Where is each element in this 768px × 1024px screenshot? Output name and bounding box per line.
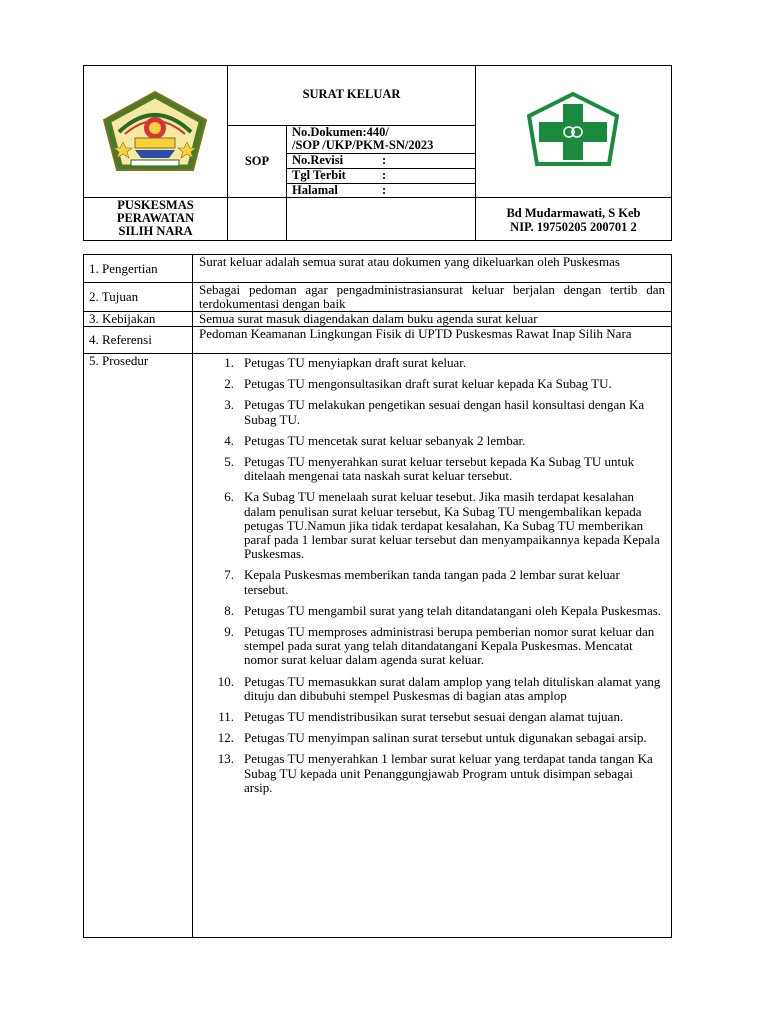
page-label: Halamal	[292, 183, 338, 197]
procedure-step-number: 11.	[218, 709, 234, 725]
tujuan-label: 2. Tujuan	[89, 289, 139, 304]
procedure-step	[192, 625, 664, 668]
procedure-list	[192, 356, 664, 802]
procedure-step-text: Petugas TU menyiapkan draft surat keluar.	[244, 355, 467, 370]
revision-colon: :	[382, 153, 387, 167]
issue-date-label: Tgl Terbit	[292, 168, 346, 182]
procedure-step	[192, 710, 664, 724]
signer-name: Bd Mudarmawati, S Keb	[506, 206, 641, 220]
doc-number-value: /SOP /UKP/PKM-SN/2023	[292, 138, 434, 152]
issue-date-colon: :	[382, 168, 387, 182]
procedure-step-number: 12.	[217, 730, 234, 746]
signer-nip: NIP. 19750205 200701 2	[510, 220, 637, 234]
procedure-step-text: Petugas TU memproses administrasi berupa pemberian nomor surat keluar dan stempel pada surat yang telah ditandatangani Kepala Puskesmas. Mencatat nomor surat keluar dalam agenda surat keluar.	[244, 624, 655, 668]
procedure-step	[192, 356, 664, 370]
procedure-step	[192, 377, 664, 391]
signer-block	[476, 206, 671, 234]
procedure-step	[192, 675, 664, 703]
pengertian-label: 1. Pengertian	[89, 261, 158, 276]
institution-line3: SILIH NARA	[118, 224, 193, 238]
procedure-step-text: Petugas TU mendistribusikan surat tersebut sesuai dengan alamat tujuan.	[244, 709, 624, 725]
procedure-step-text: Petugas TU menyimpan salinan surat tersebut untuk digunakan sebagai arsip.	[244, 730, 647, 746]
procedure-step-text: Petugas TU menyerahkan 1 lembar surat keluar yang terdapat tanda tangan Ka Subag TU kepada unit Penanggungjawab Program untuk disimpan sebagai arsip.	[244, 751, 653, 795]
procedure-step-text: Petugas TU mencetak surat keluar sebanyak 2 lembar.	[244, 432, 526, 448]
sop-label: SOP	[244, 154, 270, 168]
referensi-label: 4. Referensi	[89, 332, 152, 347]
prosedur-label: 5. Prosedur	[89, 353, 149, 368]
kebijakan-label: 3. Kebijakan	[89, 311, 156, 326]
procedure-step	[192, 398, 664, 426]
procedure-step	[192, 490, 664, 561]
procedure-step	[192, 604, 664, 618]
document-title: SURAT KELUAR	[302, 87, 401, 101]
procedure-step-number: 5.	[224, 454, 234, 470]
procedure-step-text: Kepala Puskesmas memberikan tanda tangan pada 2 lembar surat keluar tersebut.	[244, 567, 620, 597]
procedure-step	[192, 455, 664, 483]
institution-name	[84, 199, 227, 238]
procedure-step-text: Petugas TU mengambil surat yang telah ditandatangani oleh Kepala Puskesmas.	[244, 602, 662, 618]
pengertian-text: Surat keluar adalah semua surat atau dokumen yang dikeluarkan oleh Puskesmas	[199, 254, 620, 269]
institution-line2: PERAWATAN	[116, 211, 195, 225]
procedure-step-number: 13.	[217, 751, 234, 767]
procedure-step-number: 2.	[224, 376, 234, 392]
doc-number-label: No.Dokumen:440/	[292, 125, 389, 139]
procedure-step-text: Petugas TU melakukan pengetikan sesuai dengan hasil konsultasi dengan Ka Subag TU.	[244, 397, 645, 427]
procedure-step-text: Petugas TU menyerahkan surat keluar tersebut kepada Ka Subag TU untuk ditelaah mengenai tata naskah surat keluar tersebut.	[244, 454, 635, 484]
procedure-step-number: 3.	[224, 397, 234, 413]
procedure-step-text: Petugas TU memasukkan surat dalam amplop yang telah dituliskan alamat yang dituju dan dibubuhi stempel Puskesmas di bagian atas amplop	[244, 673, 661, 703]
referensi-text: Pedoman Keamanan Lingkungan Fisik di UPTD Puskesmas Rawat Inap Silih Nara	[199, 326, 632, 341]
procedure-step	[192, 568, 664, 596]
procedure-step-text: Petugas TU mengonsultasikan draft surat keluar kepada Ka Subag TU.	[244, 376, 612, 392]
procedure-step-number: 7.	[224, 567, 234, 583]
regional-emblem-icon	[101, 90, 209, 174]
procedure-step	[192, 434, 664, 448]
procedure-step	[192, 752, 664, 795]
procedure-step-number: 6.	[224, 489, 234, 505]
procedure-step-number: 10.	[217, 673, 234, 689]
tujuan-text: Sebagai pedoman agar pengadministrasiansurat keluar berjalan dengan tertib dan terdokumentasi dengan baik	[199, 282, 665, 311]
page-colon: :	[382, 183, 387, 197]
kebijakan-text: Semua surat masuk diagendakan dalam buku agenda surat keluar	[199, 311, 538, 326]
puskesmas-cross-icon	[527, 92, 619, 172]
procedure-step-number: 4.	[224, 432, 234, 448]
procedure-step-number: 1.	[224, 355, 234, 370]
procedure-step-number: 9.	[224, 624, 234, 640]
institution-line1: PUSKESMAS	[117, 198, 194, 212]
procedure-step	[192, 731, 664, 745]
revision-label: No.Revisi	[292, 153, 344, 167]
procedure-step-number: 8.	[224, 602, 234, 618]
procedure-step-text: Ka Subag TU menelaah surat keluar tesebut. Jika masih terdapat kesalahan dalam penulisan surat keluar tersebut, Ka Subag TU mengembalikan kepada petugas TU.Namun jika tidak terdapat kesalahan, Ka Subag TU memberikan paraf pada 1 lembar surat keluar tersebut dan menyampaikannya kepada Kepala Puskesmas.	[244, 489, 660, 562]
